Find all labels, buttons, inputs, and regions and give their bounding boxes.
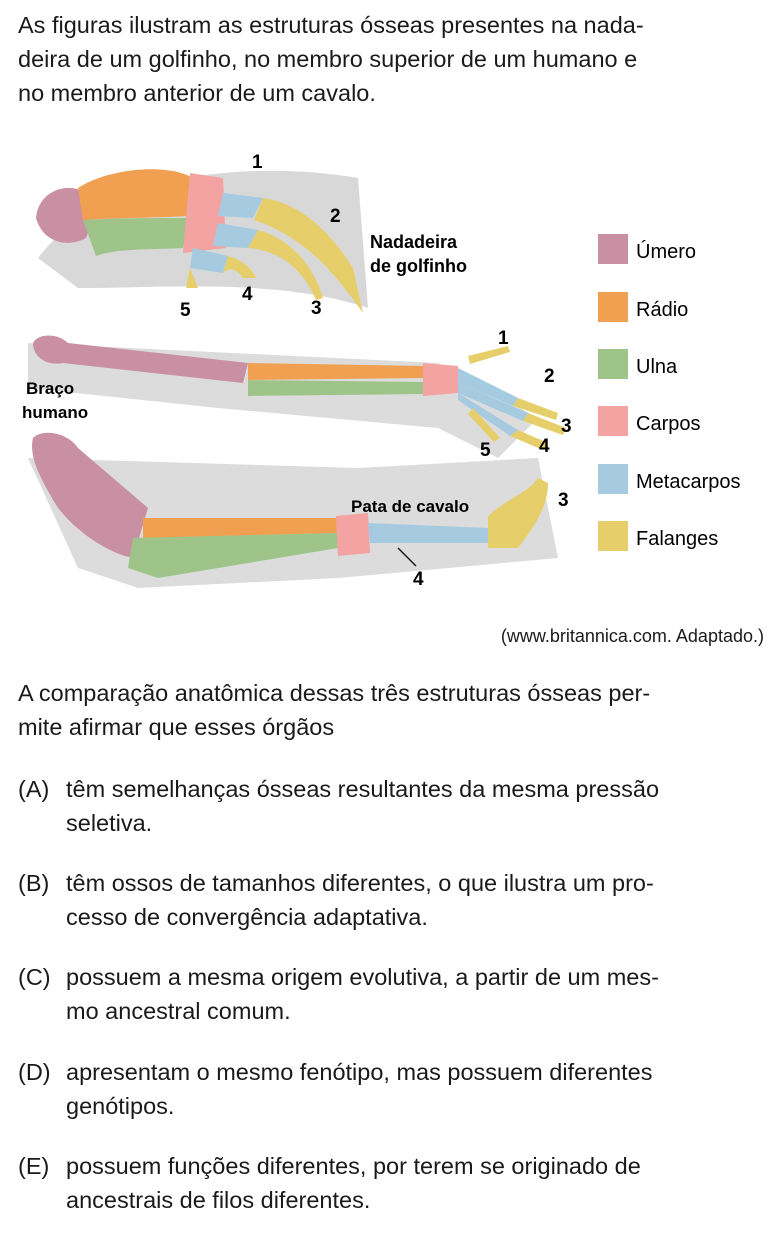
digit-label: 4 [413, 569, 424, 590]
intro-paragraph [18, 8, 764, 110]
dolphin-label: Nadadeira [370, 232, 458, 252]
digit-label: 3 [558, 490, 569, 511]
legend-swatch [598, 349, 628, 379]
digit-label: 4 [539, 436, 550, 457]
digit-label: 5 [180, 300, 191, 321]
human-label: Braço [26, 379, 75, 398]
dolphin-label: de golfinho [370, 256, 467, 276]
option-text [66, 1055, 764, 1123]
figure-credit: (www.britannica.com. Adaptado.) [500, 626, 764, 646]
option-text [66, 960, 764, 1028]
legend-swatch [598, 521, 628, 551]
legend-label: Carpos [636, 413, 701, 435]
horse-label: Pata de cavalo [351, 497, 470, 516]
option-letter: (B) [18, 870, 50, 896]
option-text [66, 1149, 764, 1217]
option-line: seletiva. [66, 810, 153, 836]
option-line: têm ossos de tamanhos diferentes, o que ilustra um pro- [66, 870, 654, 896]
option-text [66, 772, 764, 840]
legend [598, 234, 741, 551]
bone-structures-figure [18, 138, 764, 618]
legend-label: Metacarpos [636, 471, 741, 493]
intro-line: no membro anterior de um cavalo. [18, 80, 376, 106]
intro-line: deira de um golfinho, no membro superior de um humano e [18, 46, 638, 72]
option-line: genótipos. [66, 1093, 175, 1119]
question-line: mite afirmar que esses órgãos [18, 714, 335, 740]
option-line: mo ancestral comum. [66, 998, 291, 1024]
digit-label: 4 [242, 284, 253, 305]
option-letter: (E) [18, 1153, 50, 1179]
legend-swatch [598, 292, 628, 322]
option-c[interactable] [18, 960, 764, 1028]
option-a[interactable] [18, 772, 764, 840]
digit-label: 3 [311, 298, 322, 319]
option-letter: (A) [18, 776, 50, 802]
legend-label: Úmero [636, 241, 697, 263]
human-label: humano [22, 403, 89, 422]
option-letter: (C) [18, 964, 51, 990]
legend-swatch [598, 406, 628, 436]
legend-swatch [598, 234, 628, 264]
digit-label: 1 [252, 152, 263, 173]
question-line: A comparação anatômica dessas três estruturas ósseas per- [18, 680, 651, 706]
legend-label: Rádio [636, 299, 689, 321]
digit-label: 2 [330, 206, 341, 227]
option-letter: (D) [18, 1059, 51, 1085]
legend-label: Falanges [636, 528, 719, 550]
legend-label: Ulna [636, 356, 678, 378]
digit-label: 2 [544, 366, 555, 387]
option-e[interactable] [18, 1149, 764, 1217]
intro-line: As figuras ilustram as estruturas ósseas presentes na nada- [18, 12, 644, 38]
option-line: apresentam o mesmo fenótipo, mas possuem diferentes [66, 1059, 653, 1085]
option-d[interactable] [18, 1055, 764, 1123]
option-line: ancestrais de filos diferentes. [66, 1187, 371, 1213]
option-b[interactable] [18, 866, 764, 934]
digit-label: 3 [561, 416, 572, 437]
option-line: cesso de convergência adaptativa. [66, 904, 428, 930]
option-text [66, 866, 764, 934]
option-line: têm semelhanças ósseas resultantes da mesma pressão [66, 776, 660, 802]
question-stem [18, 676, 764, 744]
legend-swatch [598, 464, 628, 494]
digit-label: 1 [498, 328, 509, 349]
digit-label: 5 [480, 440, 491, 461]
option-line: possuem a mesma origem evolutiva, a partir de um mes- [66, 964, 659, 990]
option-line: possuem funções diferentes, por terem se originado de [66, 1153, 641, 1179]
